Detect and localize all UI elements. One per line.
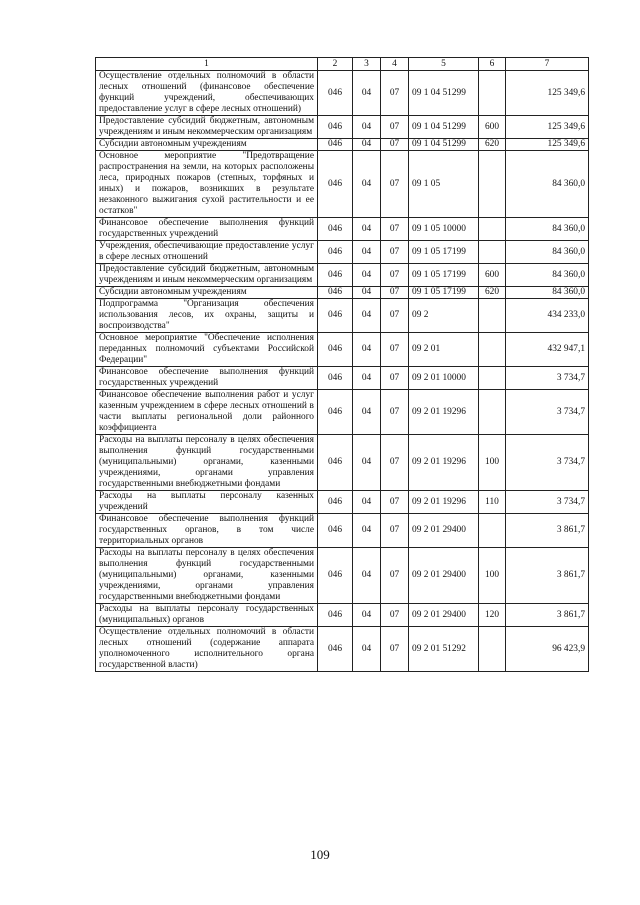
ministry-code-cell: 046 [318,548,353,604]
section-code-cell: 04 [353,627,381,672]
expense-type-cell: 110 [479,491,506,514]
subsection-code-cell: 07 [381,299,409,333]
row-name-cell: Финансовое обеспечение выполнения функций государственных органов, в том числе территориальных органов [96,514,318,548]
subsection-code-cell: 07 [381,287,409,299]
row-name-cell: Предоставление субсидий бюджетным, автономным учреждениям и иным некоммерческим организациям [96,116,318,139]
amount-cell: 3 861,7 [506,548,589,604]
section-code-cell: 04 [353,151,381,218]
table-row [96,435,589,491]
page-number: 109 [310,847,330,862]
expense-type-cell: 100 [479,548,506,604]
target-article-cell: 09 1 05 17199 [409,241,479,264]
ministry-code-cell: 046 [318,218,353,241]
column-header: 2 [318,58,353,71]
ministry-code-cell: 046 [318,71,353,116]
expense-type-cell: 620 [479,139,506,151]
subsection-code-cell: 07 [381,116,409,139]
ministry-code-cell: 046 [318,367,353,390]
amount-cell: 96 423,9 [506,627,589,672]
amount-cell: 125 349,6 [506,71,589,116]
subsection-code-cell: 07 [381,367,409,390]
target-article-cell: 09 1 04 51299 [409,116,479,139]
amount-cell: 3 861,7 [506,514,589,548]
table-row [96,548,589,604]
expense-type-cell [479,627,506,672]
table-row [96,218,589,241]
table-row [96,604,589,627]
budget-table [95,57,589,672]
subsection-code-cell: 07 [381,139,409,151]
ministry-code-cell: 046 [318,435,353,491]
target-article-cell: 09 2 01 10000 [409,367,479,390]
ministry-code-cell: 046 [318,627,353,672]
subsection-code-cell: 07 [381,241,409,264]
target-article-cell: 09 1 05 17199 [409,287,479,299]
table-row [96,116,589,139]
subsection-code-cell: 07 [381,491,409,514]
section-code-cell: 04 [353,287,381,299]
row-name-cell: Учреждения, обеспечивающие предоставление услуг в сфере лесных отношений [96,241,318,264]
amount-cell: 84 360,0 [506,151,589,218]
amount-cell: 3 861,7 [506,604,589,627]
row-name-cell: Расходы на выплаты персоналу государственных (муниципальных) органов [96,604,318,627]
expense-type-cell: 620 [479,287,506,299]
amount-cell: 432 947,1 [506,333,589,367]
table-row [96,71,589,116]
row-name-cell: Подпрограмма "Организация обеспечения использования лесов, их охраны, защиты и воспроизводства" [96,299,318,333]
ministry-code-cell: 046 [318,139,353,151]
ministry-code-cell: 046 [318,514,353,548]
column-header: 3 [353,58,381,71]
amount-cell: 125 349,6 [506,116,589,139]
ministry-code-cell: 046 [318,604,353,627]
section-code-cell: 04 [353,604,381,627]
expense-type-cell [479,241,506,264]
target-article-cell: 09 1 05 [409,151,479,218]
row-name-cell: Основное мероприятие "Обеспечение исполнения переданных полномочий субъектами Российской Федерации" [96,333,318,367]
section-code-cell: 04 [353,367,381,390]
table-row [96,514,589,548]
ministry-code-cell: 046 [318,333,353,367]
amount-cell: 125 349,6 [506,139,589,151]
table-row [96,333,589,367]
section-code-cell: 04 [353,139,381,151]
target-article-cell: 09 2 01 19296 [409,390,479,435]
section-code-cell: 04 [353,241,381,264]
table-row [96,151,589,218]
section-code-cell: 04 [353,333,381,367]
subsection-code-cell: 07 [381,151,409,218]
target-article-cell: 09 2 01 19296 [409,435,479,491]
subsection-code-cell: 07 [381,71,409,116]
section-code-cell: 04 [353,299,381,333]
table-row [96,139,589,151]
table-row [96,299,589,333]
target-article-cell: 09 2 01 29400 [409,548,479,604]
expense-type-cell [479,333,506,367]
ministry-code-cell: 046 [318,264,353,287]
row-name-cell: Расходы на выплаты персоналу в целях обеспечения выполнения функций государственными (муниципальными) органами, казенными учреждениями, органами управления государственными внебюджетными фондами [96,435,318,491]
table-row [96,287,589,299]
expense-type-cell [479,299,506,333]
ministry-code-cell: 046 [318,491,353,514]
amount-cell: 84 360,0 [506,287,589,299]
column-header: 4 [381,58,409,71]
section-code-cell: 04 [353,264,381,287]
ministry-code-cell: 046 [318,116,353,139]
target-article-cell: 09 2 01 [409,333,479,367]
target-article-cell: 09 2 01 29400 [409,604,479,627]
expense-type-cell [479,514,506,548]
expense-type-cell [479,218,506,241]
table-row [96,367,589,390]
amount-cell: 84 360,0 [506,218,589,241]
target-article-cell: 09 2 01 29400 [409,514,479,548]
row-name-cell: Финансовое обеспечение выполнения работ и услуг казенным учреждением в сфере лесных отношений в части выплаты региональной доли районного коэффициента [96,390,318,435]
amount-cell: 3 734,7 [506,390,589,435]
amount-cell: 434 233,0 [506,299,589,333]
section-code-cell: 04 [353,435,381,491]
subsection-code-cell: 07 [381,218,409,241]
expense-type-cell [479,367,506,390]
amount-cell: 84 360,0 [506,241,589,264]
ministry-code-cell: 046 [318,241,353,264]
table-row [96,264,589,287]
target-article-cell: 09 1 05 17199 [409,264,479,287]
ministry-code-cell: 046 [318,151,353,218]
expense-type-cell [479,390,506,435]
target-article-cell: 09 1 04 51299 [409,71,479,116]
table-body [96,71,589,672]
target-article-cell: 09 2 01 19296 [409,491,479,514]
section-code-cell: 04 [353,390,381,435]
row-name-cell: Финансовое обеспечение выполнения функций государственных учреждений [96,367,318,390]
subsection-code-cell: 07 [381,264,409,287]
section-code-cell: 04 [353,71,381,116]
section-code-cell: 04 [353,514,381,548]
subsection-code-cell: 07 [381,604,409,627]
expense-type-cell: 600 [479,264,506,287]
amount-cell: 84 360,0 [506,264,589,287]
expense-type-cell: 100 [479,435,506,491]
subsection-code-cell: 07 [381,435,409,491]
row-name-cell: Субсидии автономным учреждениям [96,287,318,299]
amount-cell: 3 734,7 [506,491,589,514]
row-name-cell: Осуществление отдельных полномочий в области лесных отношений (финансовое обеспечение функций учреждений, обеспечивающих предоставление услуг в сфере лесных отношений) [96,71,318,116]
table-row [96,627,589,672]
row-name-cell: Основное мероприятие "Предотвращение распространения на земли, на которых расположены леса, природных пожаров (степных, торфяных и иных) и пожаров, возникших в результате незаконного выжигания сухой растительности и ее остатков" [96,151,318,218]
row-name-cell: Финансовое обеспечение выполнения функций государственных учреждений [96,218,318,241]
section-code-cell: 04 [353,218,381,241]
column-header: 5 [409,58,479,71]
column-header: 7 [506,58,589,71]
table-row [96,491,589,514]
subsection-code-cell: 07 [381,333,409,367]
subsection-code-cell: 07 [381,390,409,435]
table-header-row [96,58,589,71]
row-name-cell: Осуществление отдельных полномочий в области лесных отношений (содержание аппарата уполномоченного исполнительного органа государственной власти) [96,627,318,672]
row-name-cell: Субсидии автономным учреждениям [96,139,318,151]
column-header: 1 [96,58,318,71]
ministry-code-cell: 046 [318,390,353,435]
target-article-cell: 09 2 [409,299,479,333]
column-header: 6 [479,58,506,71]
amount-cell: 3 734,7 [506,435,589,491]
ministry-code-cell: 046 [318,287,353,299]
row-name-cell: Расходы на выплаты персоналу казенных учреждений [96,491,318,514]
expense-type-cell: 120 [479,604,506,627]
subsection-code-cell: 07 [381,627,409,672]
section-code-cell: 04 [353,491,381,514]
target-article-cell: 09 2 01 51292 [409,627,479,672]
expense-type-cell [479,151,506,218]
ministry-code-cell: 046 [318,299,353,333]
expense-type-cell: 600 [479,116,506,139]
amount-cell: 3 734,7 [506,367,589,390]
row-name-cell: Расходы на выплаты персоналу в целях обеспечения выполнения функций государственными (муниципальными) органами, казенными учреждениями, органами управления государственными внебюджетными фондами [96,548,318,604]
section-code-cell: 04 [353,116,381,139]
table-row [96,390,589,435]
subsection-code-cell: 07 [381,548,409,604]
row-name-cell: Предоставление субсидий бюджетным, автономным учреждениям и иным некоммерческим организациям [96,264,318,287]
subsection-code-cell: 07 [381,514,409,548]
section-code-cell: 04 [353,548,381,604]
table-row [96,241,589,264]
expense-type-cell [479,71,506,116]
target-article-cell: 09 1 04 51299 [409,139,479,151]
target-article-cell: 09 1 05 10000 [409,218,479,241]
